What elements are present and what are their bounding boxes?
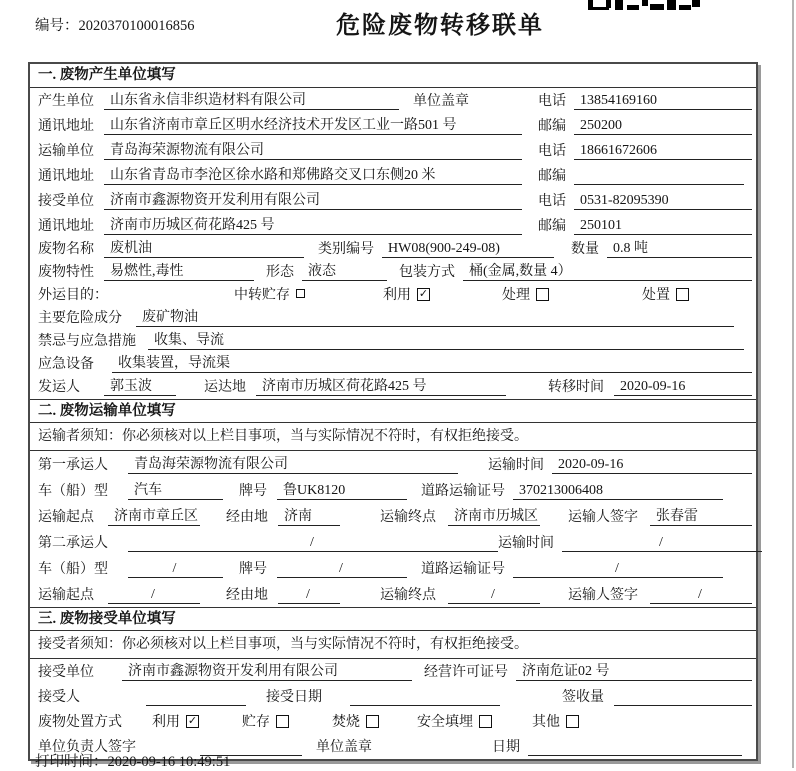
characteristics-value: 易燃性,毒性 — [104, 260, 254, 281]
via-label: 经由地 — [226, 588, 268, 603]
road-license-value: / — [513, 561, 723, 578]
first-route-row — [30, 503, 756, 529]
zip-label: 邮编 — [538, 169, 566, 184]
waste-name-value: 废机油 — [104, 237, 304, 258]
transport-time-value: 2020-09-16 — [552, 457, 752, 474]
characteristics-label: 废物特性 — [38, 265, 94, 280]
via-value: 济南 — [278, 505, 340, 526]
option-label: 其他 — [532, 715, 560, 730]
endpoint-value: / — [448, 587, 540, 604]
first-vehicle-row — [30, 477, 756, 503]
waste-name-row — [30, 238, 756, 261]
emergency-equipment-value: 收集装置，导流渠 — [112, 352, 752, 373]
category-label: 类别编号 — [318, 242, 374, 257]
receiver-address-row — [30, 213, 756, 238]
print-time-value: 2020-09-16 10:49:51 — [107, 754, 231, 770]
second-carrier-label: 第二承运人 — [38, 536, 108, 551]
address-label: 通讯地址 — [38, 119, 94, 134]
second-route-row — [30, 581, 756, 607]
shipper-row — [30, 376, 756, 399]
endpoint-label: 运输终点 — [380, 510, 436, 525]
print-time-label: 打印时间： — [35, 754, 108, 770]
purpose-label: 外运目的： — [38, 288, 108, 303]
section3-header: 三. 废物接受单位填写 — [30, 607, 756, 631]
vehicle-type-label: 车（船）型 — [38, 562, 108, 577]
option-label: 处理 — [502, 288, 530, 303]
checkbox-icon — [676, 288, 689, 301]
receiver-value: 济南市鑫源物资开发利用有限公司 — [104, 189, 522, 210]
accept-date-label: 接受日期 — [266, 690, 322, 705]
origin-value: / — [108, 587, 200, 604]
via-value: / — [278, 587, 340, 604]
zip-label: 邮编 — [538, 119, 566, 134]
option-label: 中转贮存 — [234, 288, 290, 303]
transfer-purpose-row — [30, 284, 756, 307]
accepting-unit-value: 济南市鑫源物资开发利用有限公司 — [122, 660, 412, 681]
transporter-row — [30, 138, 756, 163]
unit-seal-label: 单位盖章 — [413, 94, 469, 109]
quantity-label: 数量 — [571, 242, 599, 257]
unit-seal-label: 单位盖章 — [316, 740, 372, 755]
carrier-signature-label: 运输人签字 — [568, 588, 638, 603]
option-label: 安全填埋 — [417, 715, 473, 730]
form-value: 液态 — [302, 260, 387, 281]
disposal-method-label: 废物处置方式 — [38, 715, 122, 730]
hazard-components-row — [30, 307, 756, 330]
transfer-time-label: 转移时间 — [548, 380, 604, 395]
receiver-phone-value: 0531-82095390 — [574, 193, 752, 210]
purpose-option-treat — [502, 284, 549, 304]
manager-signature-label: 单位负责人签字 — [38, 740, 136, 755]
checkbox-icon — [296, 289, 305, 298]
plate-value: / — [277, 561, 407, 578]
disposal-option-utilize — [152, 711, 199, 731]
first-carrier-value: 青岛海荣源物流有限公司 — [128, 453, 458, 474]
purpose-option-dispose — [642, 284, 689, 304]
second-vehicle-row — [30, 555, 756, 581]
plate-label: 牌号 — [239, 484, 267, 499]
date-value — [528, 739, 742, 756]
checkbox-icon — [536, 288, 549, 301]
emergency-equipment-label: 应急设备 — [38, 357, 94, 372]
address-label: 通讯地址 — [38, 219, 94, 234]
emergency-measures-label: 禁忌与应急措施 — [38, 334, 136, 349]
carrier-signature-value: 张春雷 — [650, 505, 752, 526]
form-label: 形态 — [266, 265, 294, 280]
option-label: 利用 — [383, 288, 411, 303]
road-license-value: 370213006408 — [513, 483, 723, 500]
receiver-address-value: 济南市历城区荷花路425 号 — [104, 214, 522, 235]
receiver-row — [30, 188, 756, 213]
checkbox-icon — [566, 715, 579, 728]
transporter-notice: 运输者须知：你必须核对以上栏目事项，当与实际情况不符时，有权拒绝接受。 — [30, 423, 756, 451]
disposal-option-store — [242, 711, 289, 731]
transfer-time-value: 2020-09-16 — [614, 379, 752, 396]
accept-date-value — [350, 689, 500, 706]
option-label: 利用 — [152, 715, 180, 730]
road-license-label: 道路运输证号 — [421, 484, 505, 499]
phone-label: 电话 — [538, 194, 566, 209]
received-amount-label: 签收量 — [562, 690, 604, 705]
phone-label: 电话 — [538, 94, 566, 109]
permit-label: 经营许可证号 — [424, 665, 508, 680]
vehicle-type-label: 车（船）型 — [38, 484, 108, 499]
checkbox-icon — [366, 715, 379, 728]
transporter-phone-value: 18661672606 — [574, 143, 752, 160]
packaging-value: 桶(金属,数量 4） — [463, 260, 752, 281]
permit-value: 济南危证02 号 — [516, 660, 752, 681]
first-carrier-label: 第一承运人 — [38, 458, 108, 473]
option-label: 贮存 — [242, 715, 270, 730]
acceptor-label: 接受人 — [38, 690, 80, 705]
carrier-signature-label: 运输人签字 — [568, 510, 638, 525]
purpose-option-storage — [234, 284, 305, 304]
transport-time-label: 运输时间 — [498, 536, 554, 551]
category-value: HW08(900-249-08) — [382, 241, 554, 258]
transporter-label: 运输单位 — [38, 144, 94, 159]
address-label: 通讯地址 — [38, 169, 94, 184]
producer-label: 产生单位 — [38, 94, 94, 109]
packaging-label: 包装方式 — [399, 265, 455, 280]
road-license-label: 道路运输证号 — [421, 562, 505, 577]
phone-label: 电话 — [538, 144, 566, 159]
emergency-measures-row — [30, 330, 756, 353]
producer-row — [30, 88, 756, 113]
hazard-value: 废矿物油 — [136, 306, 734, 327]
page-edge-line — [792, 0, 794, 768]
receiver-notice: 接受者须知：你必须核对以上栏目事项，当与实际情况不符时，有权拒绝接受。 — [30, 631, 756, 659]
producer-address-row — [30, 113, 756, 138]
disposal-option-incinerate — [332, 711, 379, 731]
carrier-signature-value: / — [650, 587, 752, 604]
emergency-equipment-row — [30, 353, 756, 376]
disposal-method-row — [30, 709, 756, 734]
section1-header: 一. 废物产生单位填写 — [30, 64, 756, 88]
plate-label: 牌号 — [239, 562, 267, 577]
emergency-measures-value: 收集、导流 — [148, 329, 744, 350]
option-label: 焚烧 — [332, 715, 360, 730]
checkbox-icon — [276, 715, 289, 728]
destination-value: 济南市历城区荷花路425 号 — [256, 375, 506, 396]
vehicle-type-value: / — [128, 561, 223, 578]
page-title: 危险废物转移联单 — [336, 13, 544, 39]
first-carrier-row — [30, 451, 756, 477]
date-label: 日期 — [492, 740, 520, 755]
vehicle-type-value: 汽车 — [128, 479, 223, 500]
plate-value: 鲁UK8120 — [277, 479, 407, 500]
disposal-option-landfill — [417, 711, 492, 731]
section2-header: 二. 废物运输单位填写 — [30, 399, 756, 423]
checkbox-checked-icon: ✓ — [418, 287, 429, 300]
second-carrier-row — [30, 529, 756, 555]
zip-label: 邮编 — [538, 219, 566, 234]
via-label: 经由地 — [226, 510, 268, 525]
quantity-value: 0.8 吨 — [607, 237, 752, 258]
receiver-label: 接受单位 — [38, 194, 94, 209]
endpoint-label: 运输终点 — [380, 588, 436, 603]
hazard-label: 主要危险成分 — [38, 311, 122, 326]
checkbox-icon — [479, 715, 492, 728]
producer-address-value: 山东省济南市章丘区明水经济技术开发区工业一路501 号 — [104, 114, 522, 135]
accepting-unit-row — [30, 659, 756, 684]
shipper-value: 郭玉波 — [104, 375, 176, 396]
waste-name-label: 废物名称 — [38, 242, 94, 257]
transporter-address-value: 山东省青岛市李沧区徐水路和郑佛路交叉口东侧20 米 — [104, 164, 522, 185]
transporter-address-row — [30, 163, 756, 188]
origin-label: 运输起点 — [38, 588, 94, 603]
receiver-zip-value: 250101 — [574, 218, 752, 235]
option-label: 处置 — [642, 288, 670, 303]
waste-characteristics-row — [30, 261, 756, 284]
origin-value: 济南市章丘区 — [108, 505, 200, 526]
transporter-value: 青岛海荣源物流有限公司 — [104, 139, 522, 160]
transport-time-label: 运输时间 — [488, 458, 544, 473]
accepting-unit-label: 接受单位 — [38, 665, 94, 680]
producer-value: 山东省永信非织造材料有限公司 — [104, 89, 399, 110]
checkbox-checked-icon: ✓ — [187, 714, 198, 727]
shipper-label: 发运人 — [38, 380, 80, 395]
manifest-table — [28, 62, 758, 761]
transporter-zip-value — [574, 168, 744, 185]
producer-phone-value: 13854169160 — [574, 93, 752, 110]
acceptor-row — [30, 684, 756, 709]
serial-value: 2020370100016856 — [78, 18, 195, 34]
producer-zip-value: 250200 — [574, 118, 752, 135]
serial-label: 编号： — [35, 18, 79, 34]
endpoint-value: 济南市历城区 — [448, 505, 540, 526]
second-carrier-value: / — [128, 535, 498, 552]
acceptor-value — [146, 689, 246, 706]
origin-label: 运输起点 — [38, 510, 94, 525]
received-amount-value — [614, 689, 752, 706]
disposal-option-other — [532, 711, 579, 731]
destination-label: 运达地 — [204, 380, 246, 395]
transport-time-value: / — [562, 535, 762, 552]
purpose-option-utilize — [383, 284, 430, 304]
